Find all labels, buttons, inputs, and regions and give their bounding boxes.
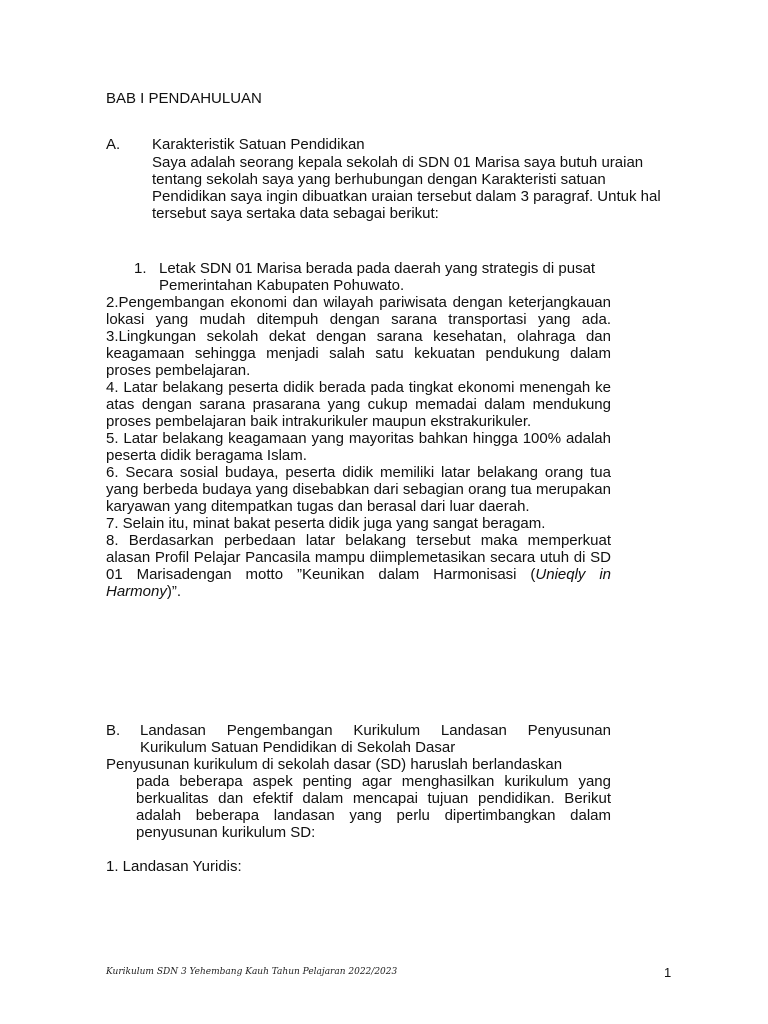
- list-item-1: [134, 260, 614, 294]
- section-b-heading: [106, 722, 611, 756]
- page-number: 1: [664, 965, 672, 980]
- list-item-8-italic: Unieqly in Harmony: [106, 566, 612, 600]
- section-a-title: Karakteristik Satuan Pendidikan: [152, 136, 365, 153]
- chapter-heading: BAB I PENDAHULUAN: [106, 90, 262, 107]
- list-item-8-end: )”.: [166, 583, 182, 600]
- list-item-8: [106, 532, 611, 600]
- section-b-body: [106, 756, 611, 841]
- section-b-body-rest: pada beberapa aspek penting agar menghasilkan kurikulum yang berkualitas dan efektif dalam mencapai tujuan pendidikan. Berikut adalah beberapa landasan yang perlu dipertimbangkan dalam penyusunan kurikulum SD:: [136, 773, 611, 841]
- list-item-1-number: 1.: [134, 260, 147, 277]
- list-item-5: 5. Latar belakang keagamaan yang mayoritas bahkan hingga 100% adalah peserta didik beragama Islam.: [106, 430, 611, 464]
- section-b-title-line2: Kurikulum Satuan Pendidikan di Sekolah Dasar: [140, 739, 456, 756]
- list-item-2-3: 2.Pengembangan ekonomi dan wilayah pariwisata dengan keterjangkauan lokasi yang mudah ditempuh dengan sarana transportasi yang ada. 3.Lingkungan sekolah dekat dengan sarana kesehatan, olahraga dan keagamaan sehingga menjadi salah satu kekuatan pendukung dalam proses pembelajaran.: [106, 294, 611, 379]
- section-b-body-first-line: Penyusunan kurikulum di sekolah dasar (SD) haruslah berlandaskan: [106, 756, 563, 773]
- list-item-6: 6. Secara sosial budaya, peserta didik memiliki latar belakang orang tua yang berbeda budaya yang disebabkan dari sebagian orang tua merupakan karyawan yang ditempatkan tugas dan berasal dari luar daerah.: [106, 464, 611, 515]
- section-b-title-line1: Landasan Pengembangan Kurikulum Landasan Penyusunan: [140, 722, 611, 739]
- footer-text: Kurikulum SDN 3 Yehembang Kauh Tahun Pelajaran 2022/2023: [106, 967, 398, 977]
- list-item-4: 4. Latar belakang peserta didik berada pada tingkat ekonomi menengah ke atas dengan sarana prasarana yang cukup memadai dalam mendukung proses pembelajaran baik intrakurikuler maupun ekstrakurikuler.: [106, 379, 611, 430]
- list-block: [106, 294, 611, 600]
- section-b-label: B.: [106, 722, 121, 739]
- list-item-7: 7. Selain itu, minat bakat peserta didik juga yang sangat beragam.: [106, 515, 546, 532]
- list-item-1-text: Letak SDN 01 Marisa berada pada daerah yang strategis di pusat Pemerintahan Kabupaten Pohuwato.: [159, 260, 596, 294]
- section-a-intro: Saya adalah seorang kepala sekolah di SDN 01 Marisa saya butuh uraian tentang sekolah saya yang berhubungan dengan Karakteristi satuan Pendidikan saya ingin dibuatkan uraian tersebut dalam 3 paragraf. Untuk hal tersebut saya sertaka data sebagai berikut:: [152, 154, 661, 222]
- subsection-1-title: 1. Landasan Yuridis:: [106, 858, 242, 875]
- section-a-label: A.: [106, 136, 121, 153]
- list-item-8-text: 8. Berdasarkan perbedaan latar belakang tersebut maka memperkuat alasan Profil Pelajar Pancasila mampu diimplemetasikan secara utuh di SD 01 Marisadengan motto ”Keunikan dalam Harmonisasi (: [106, 532, 611, 583]
